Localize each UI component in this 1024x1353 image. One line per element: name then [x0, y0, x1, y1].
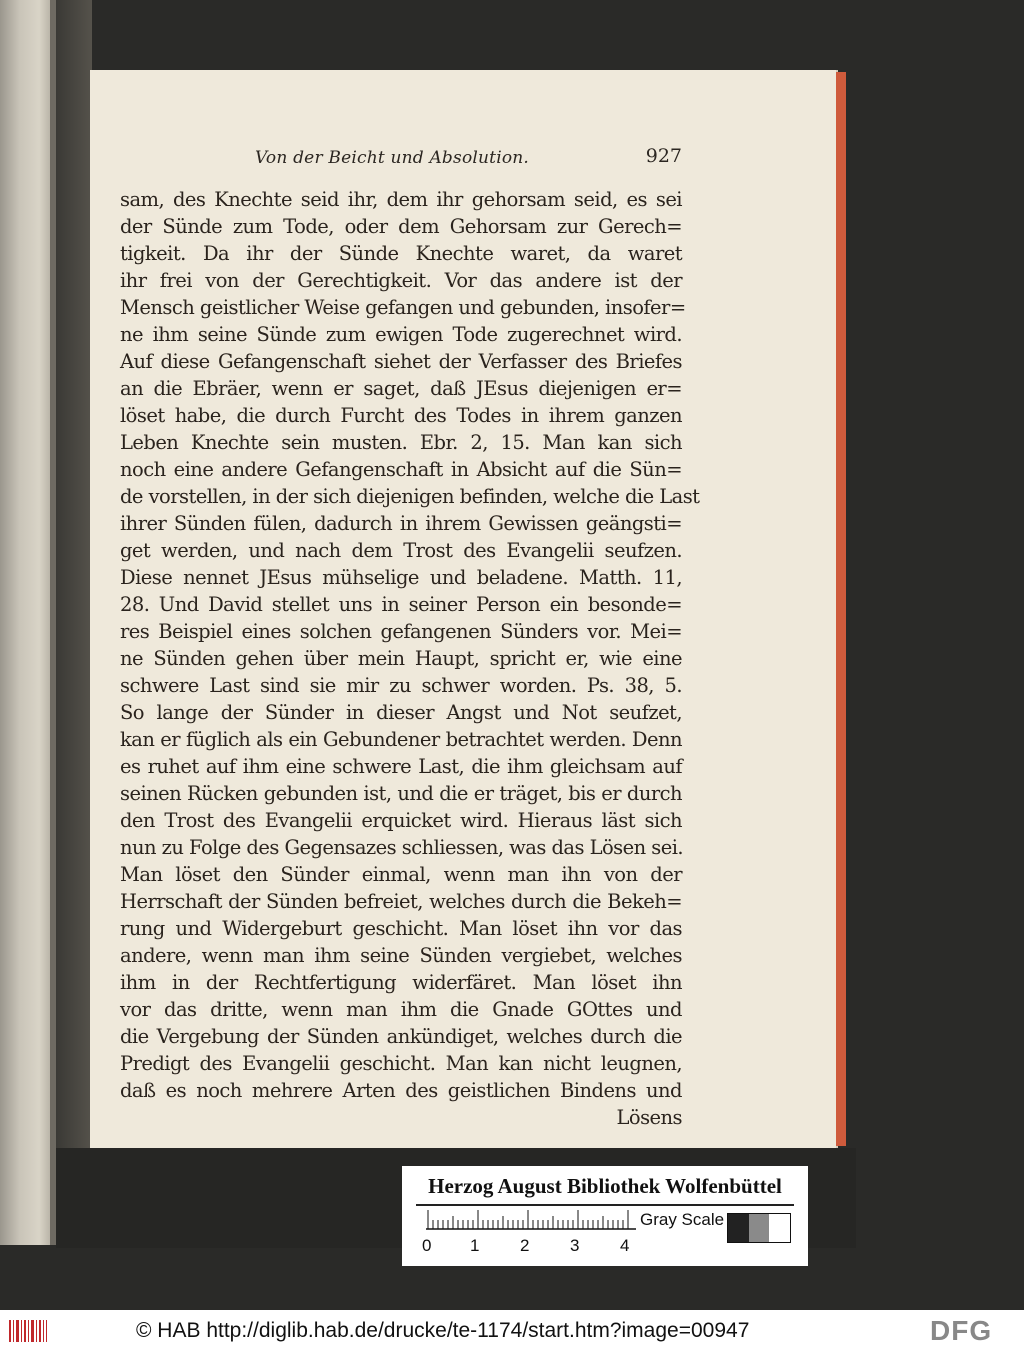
text-line: ihrer Sünden fülen, dadurch in ihrem Gewissen geängsti=	[120, 512, 682, 535]
scale-label: 1	[470, 1236, 480, 1255]
text-line: ihm in der Rechtfertigung widerfäret. Man löset ihn	[120, 971, 682, 994]
text-line: 28. Und David stellet uns in seiner Person ein besonde=	[120, 593, 682, 616]
text-line: kan er füglich als ein Gebundener betrachtet werden. Denn	[120, 728, 682, 751]
copyright-url[interactable]: © HAB http://diglib.hab.de/drucke/te-1174/start.htm?image=00947	[136, 1319, 750, 1342]
text-line: Mensch geistlicher Weise gefangen und gebunden, insofer=	[120, 296, 686, 319]
text-line: rung und Widergeburt geschicht. Man löset ihn vor das	[120, 917, 682, 940]
text-line: Predigt des Evangelii geschicht. Man kan nicht leugnen,	[120, 1052, 682, 1075]
text-line: andere, wenn man ihm seine Sünden vergiebet, welches	[120, 944, 682, 967]
gutter-shadow	[56, 0, 92, 1245]
text-line: der Sünde zum Tode, oder dem Gehorsam zur Gerech=	[120, 215, 682, 238]
dfg-logo[interactable]: DFG	[930, 1315, 993, 1346]
text-line: So lange der Sünder in dieser Angst und Not seufzet,	[120, 701, 682, 724]
scale-label: 0	[422, 1236, 432, 1255]
body-text	[120, 186, 700, 1131]
text-line: Herrschaft der Sünden befreiet, welches durch die Bekeh=	[120, 890, 682, 913]
text-line: de vorstellen, in der sich diejenigen befinden, welche die Last	[120, 485, 700, 508]
gray-swatch-light	[769, 1214, 790, 1242]
catchword: Lösens	[616, 1106, 682, 1129]
scale-label: 2	[520, 1236, 530, 1255]
ruler-scale-labels	[422, 1236, 637, 1256]
text-line: Man löset den Sünder einmal, wenn man ihn von der	[120, 863, 682, 886]
text-line: Auf diese Gefangenschaft siehet der Verfasser des Briefes	[120, 350, 682, 373]
text-line: vor das dritte, wenn man ihm die Gnade GOttes und	[120, 998, 682, 1021]
text-line: es ruhet auf ihm eine schwere Last, die ihm gleichsam auf	[120, 755, 682, 778]
page-number: 927	[645, 145, 682, 167]
ruler-icon	[426, 1210, 636, 1230]
text-line: Diese nennet JEsus mühselige und beladene. Matth. 11,	[120, 566, 682, 589]
text-line: löset habe, die durch Furcht des Todes in ihrem ganzen	[120, 404, 682, 427]
running-title: Von der Beicht und Absolution.	[255, 148, 530, 168]
hab-barcode-logo-icon[interactable]	[8, 1318, 48, 1344]
text-line: an die Ebräer, wenn er saget, daß JEsus diejenigen er=	[120, 377, 682, 400]
text-line: ihr frei von der Gerechtigkeit. Vor das andere ist der	[120, 269, 682, 292]
text-line: sam, des Knechte seid ihr, dem ihr gehorsam seid, es sei	[120, 188, 682, 211]
running-head	[150, 145, 690, 172]
text-line: daß es noch mehrere Arten des geistlichen Bindens und	[120, 1079, 682, 1102]
gray-scale-swatch	[727, 1213, 791, 1243]
text-line: ne ihm seine Sünde zum ewigen Tode zugerechnet wird.	[120, 323, 682, 346]
text-line: schwere Last sind sie mir zu schwer worden. Ps. 38, 5.	[120, 674, 682, 697]
left-page-edge	[0, 0, 56, 1245]
text-line: die Vergebung der Sünden ankündiget, welches durch die	[120, 1025, 682, 1048]
scale-label: 4	[620, 1236, 630, 1255]
text-line: res Beispiel eines solchen gefangenen Sünders vor. Mei=	[120, 620, 682, 643]
gray-swatch-dark	[728, 1214, 749, 1242]
scale-label: 3	[570, 1236, 580, 1255]
text-line: den Trost des Evangelii erquicket wird. Hieraus läst sich	[120, 809, 682, 832]
text-line: tigkeit. Da ihr der Sünde Knechte waret, da waret	[120, 242, 682, 265]
gray-swatch-mid	[749, 1214, 770, 1242]
text-line: nun zu Folge des Gegensazes schliessen, was das Lösen sei.	[120, 836, 684, 859]
library-color-card	[402, 1166, 808, 1266]
gray-scale-label: Gray Scale	[640, 1210, 725, 1229]
text-line: Leben Knechte sein musten. Ebr. 2, 15. Man kan sich	[120, 431, 682, 454]
page-edge-red	[836, 72, 846, 1146]
text-line: ne Sünden gehen über mein Haupt, spricht er, wie eine	[120, 647, 682, 670]
library-name: Herzog August Bibliothek Wolfenbüttel	[428, 1174, 782, 1198]
text-line: seinen Rücken gebunden ist, und die er träget, bis er durch	[120, 782, 682, 805]
text-line: get werden, und nach dem Trost des Evangelii seufzen.	[120, 539, 682, 562]
text-line: noch eine andere Gefangenschaft in Absicht auf die Sün=	[120, 458, 682, 481]
card-divider	[416, 1204, 794, 1206]
footer-bar	[0, 1310, 1024, 1353]
